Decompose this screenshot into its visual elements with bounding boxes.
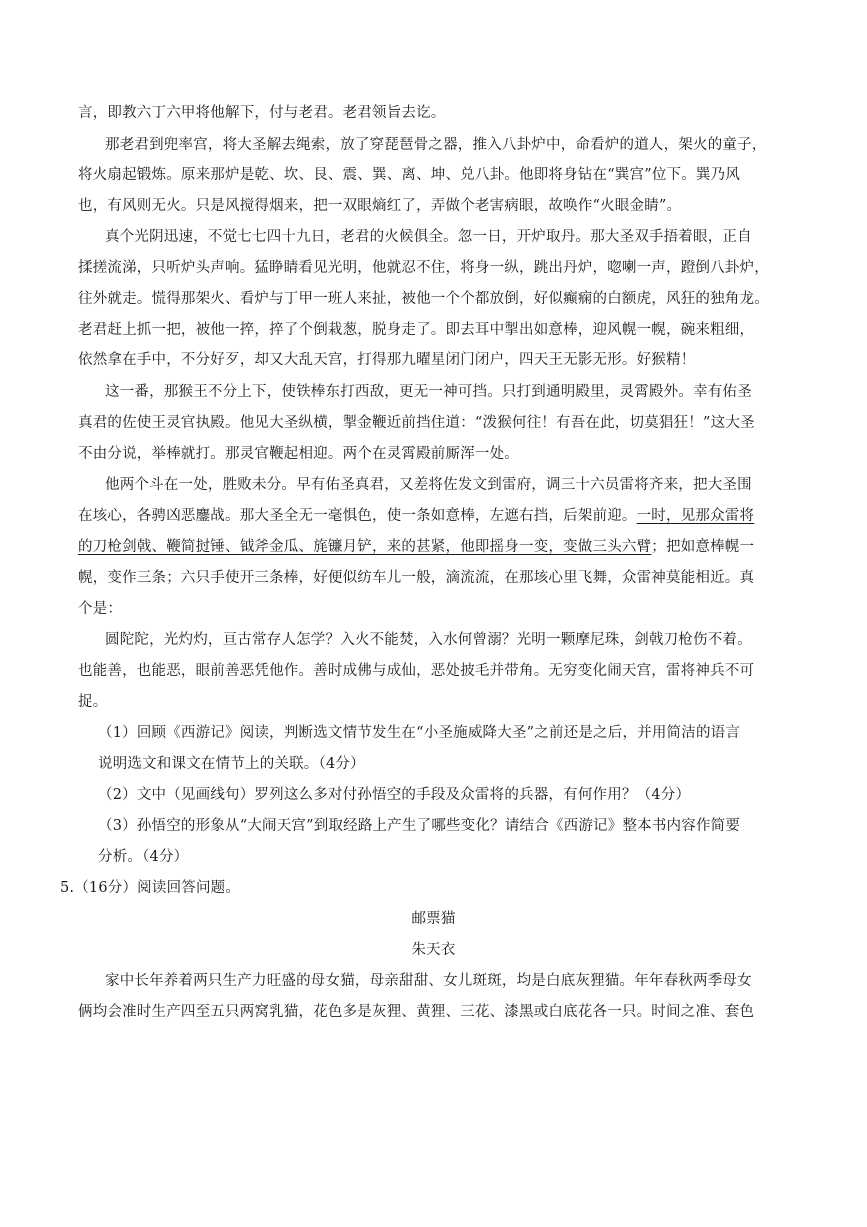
paragraph-line: 他两个斗在一处，胜败未分。早有佑圣真君，又差将佐发文到雷府，调三十六员雷将齐来，把大圣围 <box>105 477 752 493</box>
paragraph-line: 俩均会准时生产四至五只两窝乳猫，花色多是灰狸、黄狸、三花、漆黑或白底花各一只。时间之准、套色 <box>78 1004 755 1020</box>
paragraph-line: 家中长年养着两只生产力旺盛的母女猫，母亲甜甜、女儿斑斑，均是白底灰狸猫。年年春秋两季母女 <box>105 973 752 989</box>
paragraph-line: 那老君到兜率宫，将大圣解去绳索，放了穿琵琶骨之器，推入八卦炉中，命看炉的道人，架火的童子， <box>105 137 767 153</box>
underlined-sentence: 一时，见那众雷将 <box>636 508 755 524</box>
paragraph-line: 不由分说，举棒就打。那灵官鞭起相迎。两个在灵霄殿前厮浑一处。 <box>78 446 519 462</box>
question-line: （1）回顾《西游记》阅读，判断选文情节发生在“小圣施威降大圣”之前还是之后，并用简洁的语言 <box>98 725 741 741</box>
question-line: （2）文中（见画线句）罗列这么多对付孙悟空的手段及众雷将的兵器，有何作用？（4分） <box>98 787 691 803</box>
question-line: 分析。（4分） <box>98 849 189 865</box>
paragraph-line: 老君赶上抓一把，被他一捽，捽了个倒栽葱，脱身走了。即去耳中掣出如意棒，迎风幌一幌，碗来粗细， <box>78 322 755 338</box>
paragraph-line: 个是： <box>78 601 123 617</box>
underlined-sentence: 的刀枪剑戟、鞭简挝锤、钺斧金瓜、旄镰月铲，来的甚紧，他即摇身一变，变做三头六臂 <box>78 539 652 555</box>
paragraph-line: 幌，变作三条；六只手使开三条棒，好便似纺车儿一般，滴流流，在那垓心里飞舞，众雷神莫能相近。真 <box>78 570 755 586</box>
paragraph-line <box>78 537 778 557</box>
article-author: 朱天衣 <box>411 942 456 958</box>
paragraph-line: 言，即教六丁六甲将他解下，付与老君。老君领旨去讫。 <box>78 105 446 121</box>
paragraph-line: 往外就走。慌得那架火、看炉与丁甲一班人来扯，被他一个个都放倒，好似癫痫的白额虎，风狂的独角龙。 <box>78 291 769 307</box>
article-title: 邮票猫 <box>411 911 456 927</box>
text-span: ；把如意棒幌一 <box>651 539 755 555</box>
paragraph-line <box>78 506 778 526</box>
paragraph-line: 捉。 <box>78 694 108 710</box>
section-heading: 5.（16分）阅读回答问题。 <box>60 880 241 896</box>
paragraph-line: 揉搓流涕，只听炉头声响。猛睁睛看见光明，他就忍不住，将身一纵，跳出丹炉，唿喇一声，蹬倒八卦炉， <box>78 260 769 276</box>
paragraph-line: 也能善，也能恶，眼前善恶凭他作。善时成佛与成仙，恶处披毛并带角。无穷变化闹天宫，雷将神兵不可 <box>78 663 755 679</box>
paragraph-line: 真个光阴迅速，不觉七七四十九日，老君的火候俱全。忽一日，开炉取丹。那大圣双手捂着眼，正自 <box>105 229 752 245</box>
text-span: 在垓心，各骋凶恶鏖战。那大圣全无一毫惧色，使一条如意棒，左遮右挡，后架前迎。 <box>78 508 637 524</box>
paragraph-line: 圆陀陀，光灼灼，亘古常存人怎学？入火不能焚，入水何曾溺？光明一颗摩尼珠，剑戟刀枪伤不着。 <box>105 632 752 648</box>
paragraph-line: 依然拿在手中，不分好歹，却又大乱天宫，打得那九曜星闭门闭户，四天王无影无形。好猴精！ <box>78 352 696 368</box>
question-line: 说明选文和课文在情节上的关联。（4分） <box>98 756 365 772</box>
paragraph-line: 这一番，那猴王不分上下，使铁棒东打西敌，更无一神可挡。只打到通明殿里，灵霄殿外。幸有佑圣 <box>105 384 752 400</box>
paragraph-line: 也，有风则无火。只是风搅得烟来，把一双眼熵红了，弄做个老害病眼，故唤作“火眼金睛”。 <box>78 198 682 214</box>
paragraph-line: 真君的佐使王灵官执殿。他见大圣纵横，掣金鞭近前挡住道：“泼猴何往！有吾在此，切莫猖狂！”这大圣 <box>78 415 755 431</box>
question-line: （3）孙悟空的形象从“大闹天宫”到取经路上产生了哪些变化？请结合《西游记》整本书内容作简要 <box>98 818 741 834</box>
paragraph-line: 将火扇起锻炼。原来那炉是乾、坎、艮、震、巽、离、坤、兑八卦。他即将身钻在“巽宫”位下。巽乃风 <box>78 167 741 183</box>
